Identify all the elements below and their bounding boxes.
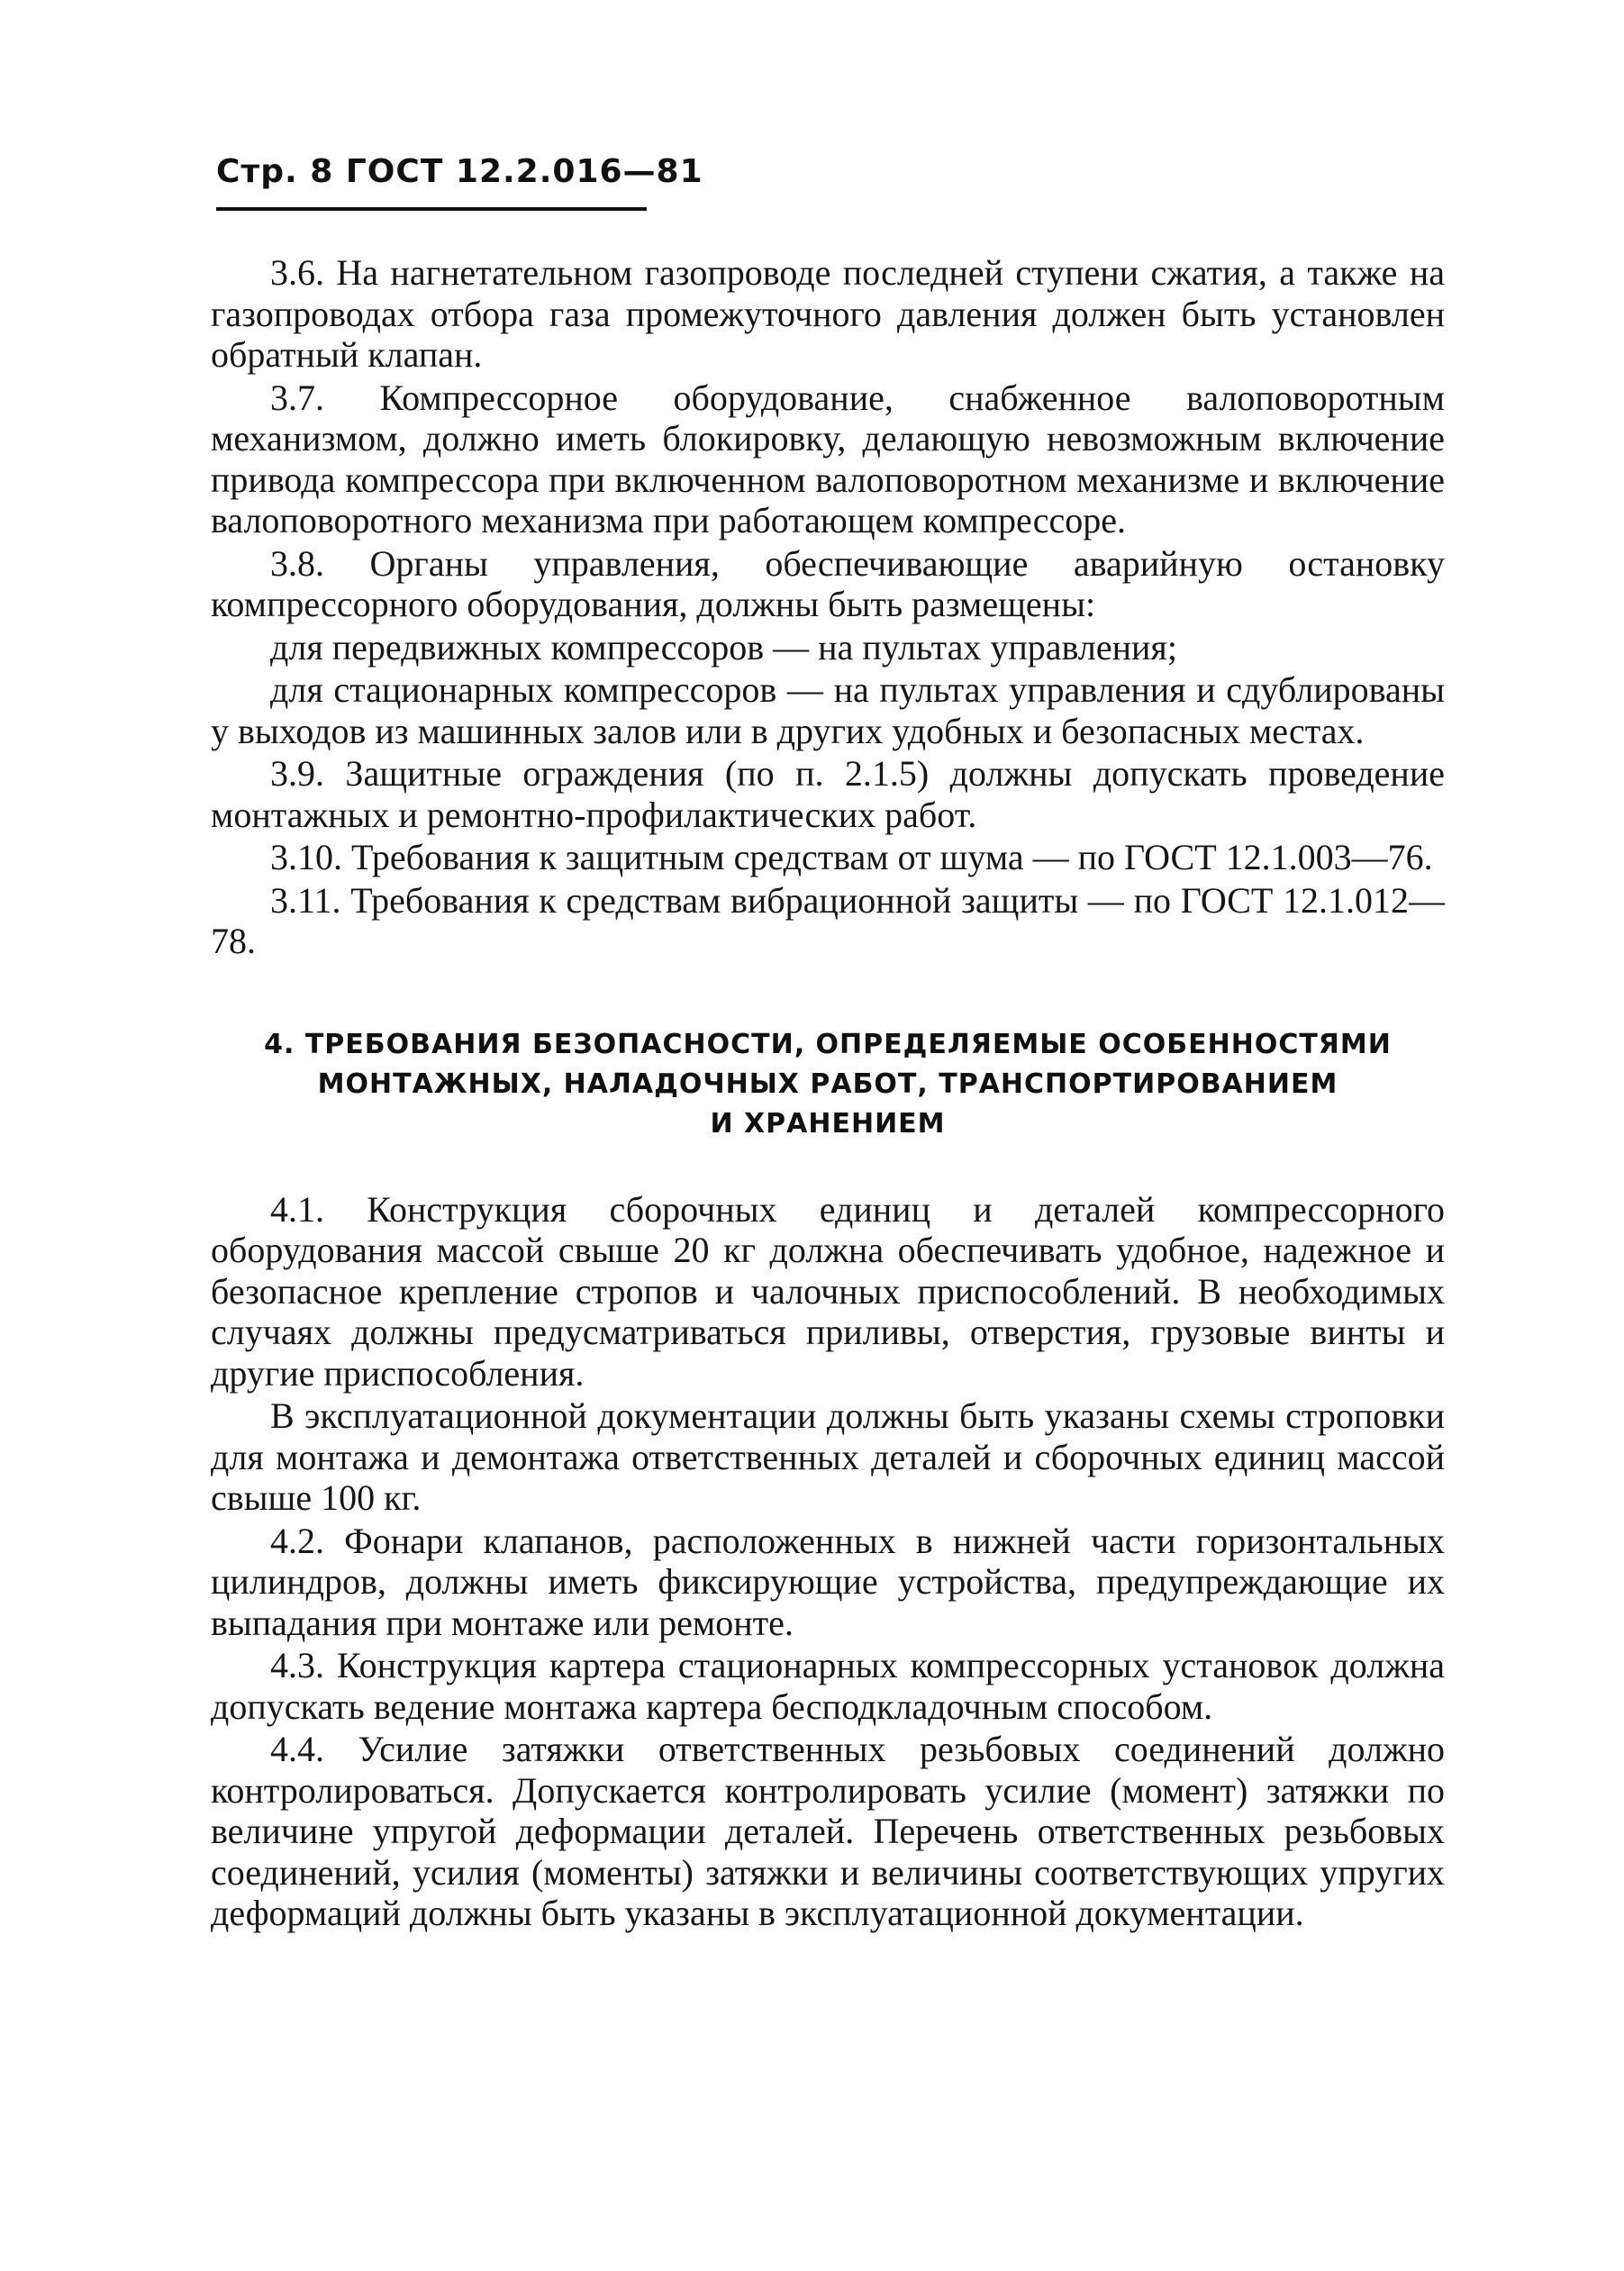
paragraph-4-1-documentation: В эксплуатационной документации должны быть указаны схемы строповки для монтажа и демонтажа ответственных деталей и сборочных единиц массой свыше 100 кг. bbox=[211, 1395, 1445, 1518]
paragraph-3-8-mobile: для передвижных компрессоров — на пультах управления; bbox=[270, 626, 1177, 668]
paragraph-4-1: 4.1. Конструкция сборочных единиц и деталей компрессорного оборудования массой свыше 20 кг должна обеспечивать удобное, надежное и безопасное крепление стропов и чалочных приспособлений. В необходимых случаях должны предусматриваться приливы, отверстия, грузовые винты и другие приспособления. bbox=[211, 1188, 1445, 1394]
paragraph-3-7: 3.7. Компрессорное оборудование, снабженное валоповоротным механизмом, должно иметь блокировку, делающую невозможным включение привода компрессора при включенном валоповоротном механизме и включение валоповоротного механизма при работающем компрессоре. bbox=[211, 377, 1445, 540]
section-4-title-line-2: МОНТАЖНЫХ, НАЛАДОЧНЫХ РАБОТ, ТРАНСПОРТИРОВАНИЕМ bbox=[317, 1067, 1338, 1100]
paragraph-3-8-stationary: для стационарных компрессоров — на пультах управления и сдублированы у выходов из машинных залов или в других удобных и безопасных местах. bbox=[211, 669, 1445, 751]
paragraph-3-11: 3.11. Требования к средствам вибрационной защиты — по ГОСТ 12.1.012—78. bbox=[211, 879, 1445, 961]
paragraph-3-8: 3.8. Органы управления, обеспечивающие аварийную остановку компрессорного оборудования, должны быть размещены: bbox=[211, 542, 1445, 624]
paragraph-4-2: 4.2. Фонари клапанов, расположенных в нижней части горизонтальных цилиндров, должны иметь фиксирующие устройства, предупреждающие их выпадания при монтаже или ремонте. bbox=[211, 1520, 1445, 1643]
running-header: Стр. 8 ГОСТ 12.2.016—81 bbox=[216, 153, 703, 190]
paragraph-3-9: 3.9. Защитные ограждения (по п. 2.1.5) должны допускать проведение монтажных и ремонтно-профилактических работ. bbox=[211, 753, 1445, 835]
paragraph-4-4: 4.4. Усилие затяжки ответственных резьбовых соединений должно контролироваться. Допускается контролировать усилие (момент) затяжки по величине упругой деформации деталей. Перечень ответственных резьбовых соединений, усилия (моменты) затяжки и величины соответствующих упругих деформаций должны быть указаны в эксплуатационной документации. bbox=[211, 1729, 1445, 1933]
section-4-title bbox=[211, 1025, 1445, 1144]
paragraph-3-6: 3.6. На нагнетательном газопроводе последней ступени сжатия, а также на газопроводах отбора газа промежуточного давления должен быть установлен обратный клапан. bbox=[211, 252, 1445, 375]
section-4-title-line-1: 4. ТРЕБОВАНИЯ БЕЗОПАСНОСТИ, ОПРЕДЕЛЯЕМЫЕ ОСОБЕННОСТЯМИ bbox=[264, 1028, 1392, 1060]
paragraph-3-10: 3.10. Требования к защитным средствам от шума — по ГОСТ 12.1.003—76. bbox=[270, 837, 1433, 877]
section-4-title-line-3: И ХРАНЕНИЕМ bbox=[710, 1107, 946, 1140]
header-rule bbox=[216, 207, 647, 211]
document-body bbox=[211, 252, 1445, 1936]
paragraph-4-3: 4.3. Конструкция картера стационарных компрессорных установок должна допускать ведение монтажа картера бесподкладочным способом. bbox=[211, 1645, 1445, 1727]
